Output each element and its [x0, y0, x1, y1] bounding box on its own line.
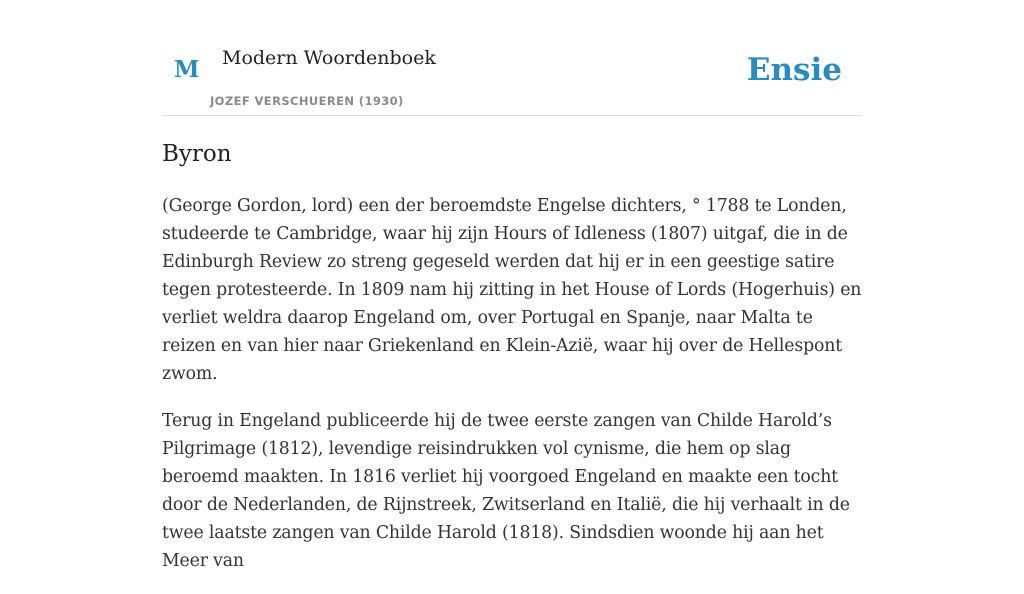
brand-logo[interactable]: Ensie — [746, 52, 842, 88]
entry-paragraph: (George Gordon, lord) een der beroemdste Engelse dichters, ° 1788 te Londen, studeerde te Cambridge, waar hij zijn Hours of Idleness (1807) uitgaf, die in de Edinburgh Review zo streng gegeseld werden dat hij er in een geestige satire tegen protesteerde. In 1809 nam hij zitting in het House of Lords (Hogerhuis) en verliet weldra daarop Engeland om, over Portugal en Spanje, naar Malta te reizen en van hier naar Griekenland en Klein-Azië, waar hij over de Hellespont zwom. — [162, 196, 862, 384]
page — [162, 0, 862, 571]
entry-body — [162, 192, 862, 594]
entry-title: Byron — [162, 141, 232, 167]
book-logo-icon[interactable]: M — [174, 56, 200, 83]
header — [162, 0, 862, 116]
book-author: JOZEF VERSCHUEREN (1930) — [210, 94, 404, 108]
entry-paragraph: Terug in Engeland publiceerde hij de twee eerste zangen van Childe Harold’s Pilgrimage (1812), levendige reisindrukken vol cynisme, die hem op slag beroemd maakten. In 1816 verliet hij voorgoed Engeland en maakte een tocht door de Nederlanden, de Rijnstreek, Zwitserland en Italië, die hij verhaalt in de twee laatste zangen van Childe Harold (1818). Sindsdien woonde hij aan het Meer van — [162, 411, 850, 571]
book-title[interactable]: Modern Woordenboek — [222, 47, 436, 69]
